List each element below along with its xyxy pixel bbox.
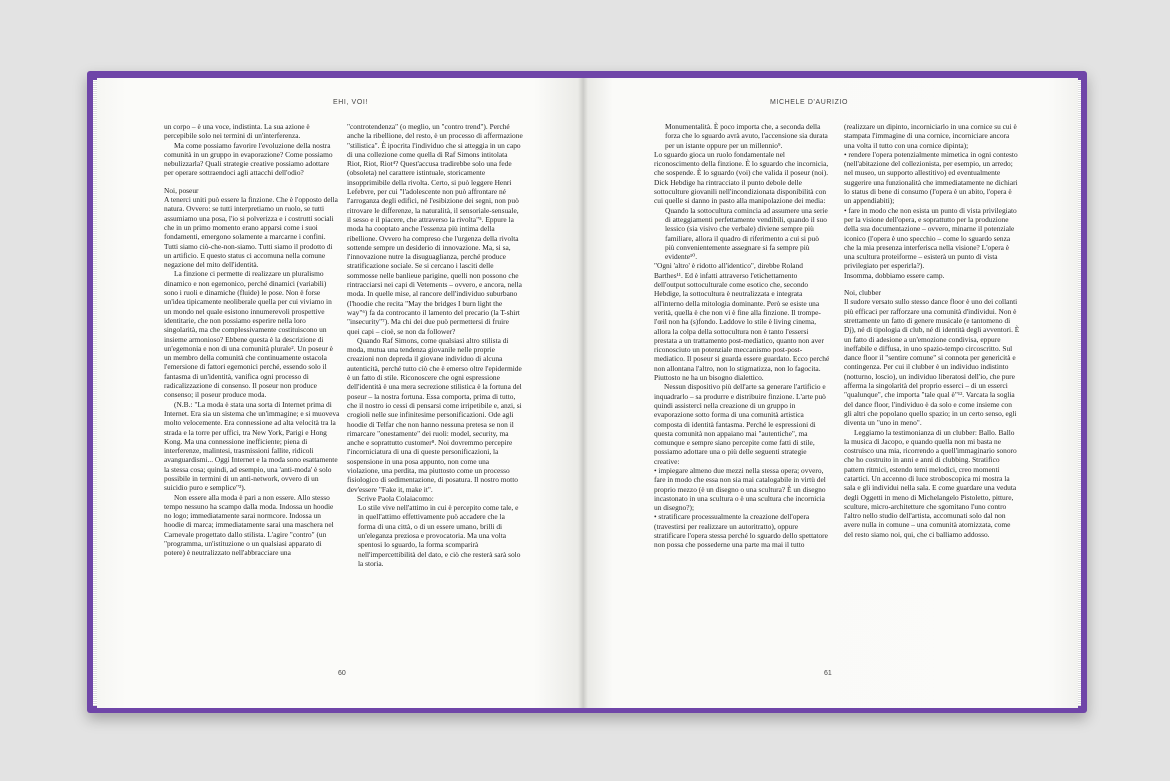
section-heading: Noi, poseur [164, 185, 199, 195]
book-gutter [578, 78, 588, 708]
section-heading: Noi, clubber [844, 288, 881, 298]
body-paragraph: A tenerci uniti può essere la finzione. Che è l'opposto della natura. Ovvero: se tutti interpretiamo un ruolo, se tutti assumiamo una posa, l'io si polverizza e i costrutti sociali che in un primo momento erano apparsi come i suoi fondamenti, emergono solamente a marcarne i confini. Tutti siamo ciò-che-non-siamo. Tutti siamo il prodotto di un artificio. E questo status ci accomuna nella comune negazione del mito dell'identità. [164, 195, 338, 270]
block-quote: Lo stile vive nell'attimo in cui è percepito come tale, e in quell'attimo effettivamente può accadere che la forma di una città, o di un essere umano, brilli di un'eleganza preziosa e provocatoria. Ma una volta spentosi lo sguardo, la forma scomparirà nell'impercettibilità del dato, e ciò che resterà sarà solo la storia. [358, 503, 521, 568]
body-paragraph: • stratificare processualmente la creazione dell'opera (travestirsi per realizzare un autoritratto), oppure stratificare l'opera stessa perché lo sguardo dello spettatore non possa che possederne una parte ma mai il tutto [654, 512, 828, 550]
right-page-number: 61 [824, 670, 832, 677]
body-paragraph: Lo sguardo gioca un ruolo fondamentale nel riconoscimento della finzione. È lo sguardo che incornicia, che sospende. È lo sguardo (voi) che valida il poseur (noi). Dick Hebdige ha rintracciato il punto debole delle sottoculture giovanili nell'incondizionata disponibilità con cui quelle si danno in pasto alla manipolazione dei media: [654, 149, 829, 206]
right-running-head: MICHELE D'AURIZIO [770, 99, 849, 106]
body-paragraph: Quando Raf Simons, come qualsiasi altro stilista di moda, mutua una tendenza giovanile nelle proprie creazioni non depreda il giovane individuo di alcuna autenticità, perché tutto ciò che è emerso oltre l'epidermide è un fatto di stile. Riconoscere che ogni espressione dell'identità è una mera secrezione stilistica è la fortuna del poseur – la nostra fortuna. Essa comporta, prima di tutto, che il nostro io cessi di pensarsi come irripetibile e, anzi, si crogioli nelle sue infinitesime personificazioni. Ode agli hoodie di Telfar che non hanno nessuna pretesa se non il rimarcare "onestamente" dei ruoli: model, security, ma anche e soprattutto customer⁸. Noi dovremmo percepire l'incorniciatura di una di queste personificazioni, la sospensione in una posa appunto, non come una violazione, una perdita, ma piuttosto come un processo fisiologico di sedimentazione, di posatura. Il nostro motto dev'essere "Fake it, make it". [347, 335, 522, 494]
body-paragraph: (realizzare un dipinto, incorniciarlo in una cornice su cui è stampata l'immagine di una cornice, incorniciare ancora una volta il tutto con una cornice dipinta); [844, 122, 1017, 150]
body-paragraph: Il sudore versato sullo stesso dance floor è uno dei collanti più efficaci per rafforzare una comunità d'individui. Non è strettamente un fatto di genere musicale (e tantomeno di Dj), né di tipologia di club, né di identità degli avventori. È un fatto di adesione a un'emozione condivisa, eppure ineffabile e diffusa, in uno spazio-tempo circoscritto. Sul dance floor il "sentire comune" si connota per genericità e contingenza. Per cui il clubber è un individuo indistinto (notturno, loscio), un individuo liberatosi dell'io, che pure afferma la singolarità del proprio esserci – di un esserci "qualunque", che importa "tale qual è"¹². Varcata la soglia del dance floor, l'individuo è da solo e come insieme con gli altri che popolano quello spazio; in un certo senso, egli diventa un "uno in meno". [844, 297, 1020, 428]
body-paragraph: un corpo – è una voce, indistinta. La sua azione è percepibile solo nei termini di un'interferenza. [164, 122, 310, 141]
body-paragraph: La finzione ci permette di realizzare un pluralismo dinamico e non egemonico, perché dinamici (variabili) sono i ruoli e dinamiche (fluide) le pose. Non è forse un'idea tipicamente neoliberale quella per cui viviamo in un mondo nel quale esistono innumerevoli prospettive identitarie, che non possiamo esperire nella loro singolarità, ma che complessivamente costituiscono un insieme armonioso? Ebbene questa è la descrizione di un'egemonia e non di una comunità plurale². Un poseur è un membro della comunità che continuamente ostacola l'emersione di fattori egemonici perché, essendo solo il fantasma di un'identità, vanifica ogni processo di radicalizzazione di consenso. Il poseur non produce consenso; il poseur produce moda. [164, 269, 333, 400]
body-paragraph: Insomma, dobbiamo essere camp. [844, 270, 945, 280]
block-quote: Quando la sottocultura comincia ad assumere una serie di atteggiamenti perfettamente vendibili, quando il suo lessico (sia visivo che verbale) diviene sempre più familiare, allora il quadro di riferimento a cui si può più convenientemente assegnare si fa sempre più evidente¹⁰. [665, 205, 828, 262]
body-paragraph: Ma come possiamo favorire l'evoluzione della nostra comunità in un gruppo in evaporazione? Come possiamo nebulizzarla? Quali strategie creative possiamo adottare per operare sottraendoci agli attacchi dell'odio? [164, 140, 333, 178]
body-paragraph: Nessun dispositivo più dell'arte sa generare l'artificio e inquadrarlo – sa produrre e distribuire finzione. L'arte può quindi assistercì nella creazione di un gruppo in evaporazione sotto forma di una comunità artistica composta di identità fantasma. Perché le espressioni di questa comunità non appaiano mai "autentiche", ma comunque e sempre siano percepite come fatti di stile, possiamo adottare una o più delle seguenti strategie creative: [654, 382, 826, 466]
left-running-head: EHI, VOI! [333, 99, 368, 106]
body-paragraph: "controtendenza" (o meglio, un "contro trend"). Perché anche la ribellione, del resto, è un processo di affermazione "stilistica". È ipocrita l'individuo che si atteggia in un capo di una collezione come quella di Raf Simons intitolata Riot, Riot, Riot⁴? Quest'accusa tradirebbe solo una fede (obsoleta) nel carattere istintuale, storicamente insopprimibile della rivolta. Certo, si può leggere Henri Lefebvre, per cui "l'adolescente non può affrontare né l'arroganza degli edifici, né l'esibizione dei segni, non può ritrovare le differenze, la naturalità, il sensoriale-sensuale, il sesso e il piacere, che attraverso la rivolta"⁵. Eppure la moda ha cooptato anche l'essenza più intima della ribellione. Ovvero ha compreso che l'urgenza della rivolta sottende sempre un desiderio di innovazione. Ma, si sa, l'innovazione nutre la disuguaglianza, perché produce stratificazione sociale. Se si cercano i lasciti delle sommosse nelle banlieue parigine, quelli non possono che rintracciarsi nei capi di Vetements – ovvero, e ancora, nella moda. In quelle mise, al rancore dell'individuo suburbano (l'hoodie che recita "May the bridges I burn light the way"⁶) fa da controcanto il lamento del precario (la T-shirt "insecurity"⁷). Ma chi dei due può permettersi di fruire quei capi – cioè, se non da follower? [347, 122, 523, 336]
body-paragraph: (N.B.: "La moda è stata una sorta di Internet prima di Internet. Era sia un sistema che un'immagine; e si muoveva molto velocemente. Era connessione ad alta velocità tra la strada e la torre per uffici, tra New York, Parigi e Hong Kong. Ma una connessione inefficiente; piena di interferenze, malintesi, trasmissioni fallite, ridicoli avanguardismi... Oggi Internet e la moda sono esattamente la stessa cosa; quindi, ad esempio, una 'anti-moda' è solo possibile in termini di un anti-network, ovvero di un suicidio puro e semplice"³). [164, 399, 340, 493]
body-paragraph: Leggiamo la testimonianza di un clubber: Ballo. Ballo la musica di Jacopo, e quando quella non mi basta ne costruisco una mia, ricorrendo a quell'immaginario sonoro che ho costruito in anni e anni di clubbing. Stratifico pattern ritmici, estendo temi melodici, creo momenti catartici. Un accenno di luce stroboscopica mi mostra la sala e gli individui nella sala. E come guardare una veduta degli Oggetti in meno di Michelangelo Pistoletto, pitture, sculture, micro-architetture che sgomitano l'uno contro l'altro nello studio dell'artista, accomunati solo dal non avere nulla in comune – una comunità atomizzata, come del resto siamo noi, qui, che ci balliamo addosso. [844, 427, 1017, 539]
right-page-column-2 [844, 122, 1020, 539]
body-paragraph: • fare in modo che non esista un punto di vista privilegiato per la visione dell'opera, e soprattutto per la produzione della sua documentazione – ovvero, minarne il potenziale iconico (l'opera è uno specchio – come lo sguardo senza che la mia presenza interferisca nella visione? L'opera è una scultura proteiforme – esisterà un punto di vista privilegiato per esperirla?). [844, 205, 1017, 271]
body-paragraph: "Ogni 'altro' è ridotto all'identico", direbbe Roland Barthes¹¹. Ed è infatti attraverso l'etichettamento dell'output sottoculturale come esotico che, secondo Hebdige, la sottocultura è neutralizzata e integrata all'interno della mitologia dominante. Però se esiste una verità, quella è che non vi è fine alla finzione. Il trompe-l'œil non ha (s)fondo. Laddove lo stile è living cinema, allora la colpa della sottocultura non è tanto l'essersi prestata a un trattamento post-mediatico, quanto non aver riconosciuto un potenziale meccanismo post-post-mediatico. Il poseur si guarda essere guardato. Ecco perché non allontana l'altro, non lo stigmatizza, non lo fagocita. Piuttosto ne ha un bisogno dialettico. [654, 261, 830, 383]
block-quote: Monumentalità. È poco importa che, a seconda della forza che lo sguardo avrà avuto, l'accensione sia durata per un istante oppure per un millennio⁹. [665, 122, 828, 150]
body-paragraph: • impiegare almeno due mezzi nella stessa opera; ovvero, fare in modo che essa non sia mai catalogabile in virtù del proprio mezzo (è un disegno o una scultura? È un disegno incastonato in una scultura o è una scultura che incornicia un disegno?); [654, 465, 826, 513]
left-page-number: 60 [338, 670, 346, 677]
left-page-column-2 [347, 122, 523, 568]
body-paragraph: Non essere alla moda è pari a non essere. Allo stesso tempo nessuno ha scampo dalla moda. Indossa un hoodie no logo; immediatamente sarai normcore. Indossa un hoodie di marca; immediatamente sarai una maschera nel Carnevale progettato dallo stilista. L'agire "contro" (un "programma, un'istituzione o un qualsiasi apparato di potere) è neutralizzato nell'abbracciare una [164, 492, 334, 558]
body-paragraph: • rendere l'opera potenzialmente mimetica in ogni contesto (nell'abitazione del collezionista, per esempio, un arredo; nel museo, un supporto allestitivo) ed eventualmente suggerire una funzionalità che immediatamente ne dichiari lo status di bene di consumo (l'opera è un abito, l'opera è un appendiabiti); [844, 149, 1018, 206]
left-page-column-1 [164, 122, 340, 558]
right-page-column-1 [654, 122, 830, 550]
body-paragraph: Scrive Paola Colaiacomo: [357, 493, 434, 503]
